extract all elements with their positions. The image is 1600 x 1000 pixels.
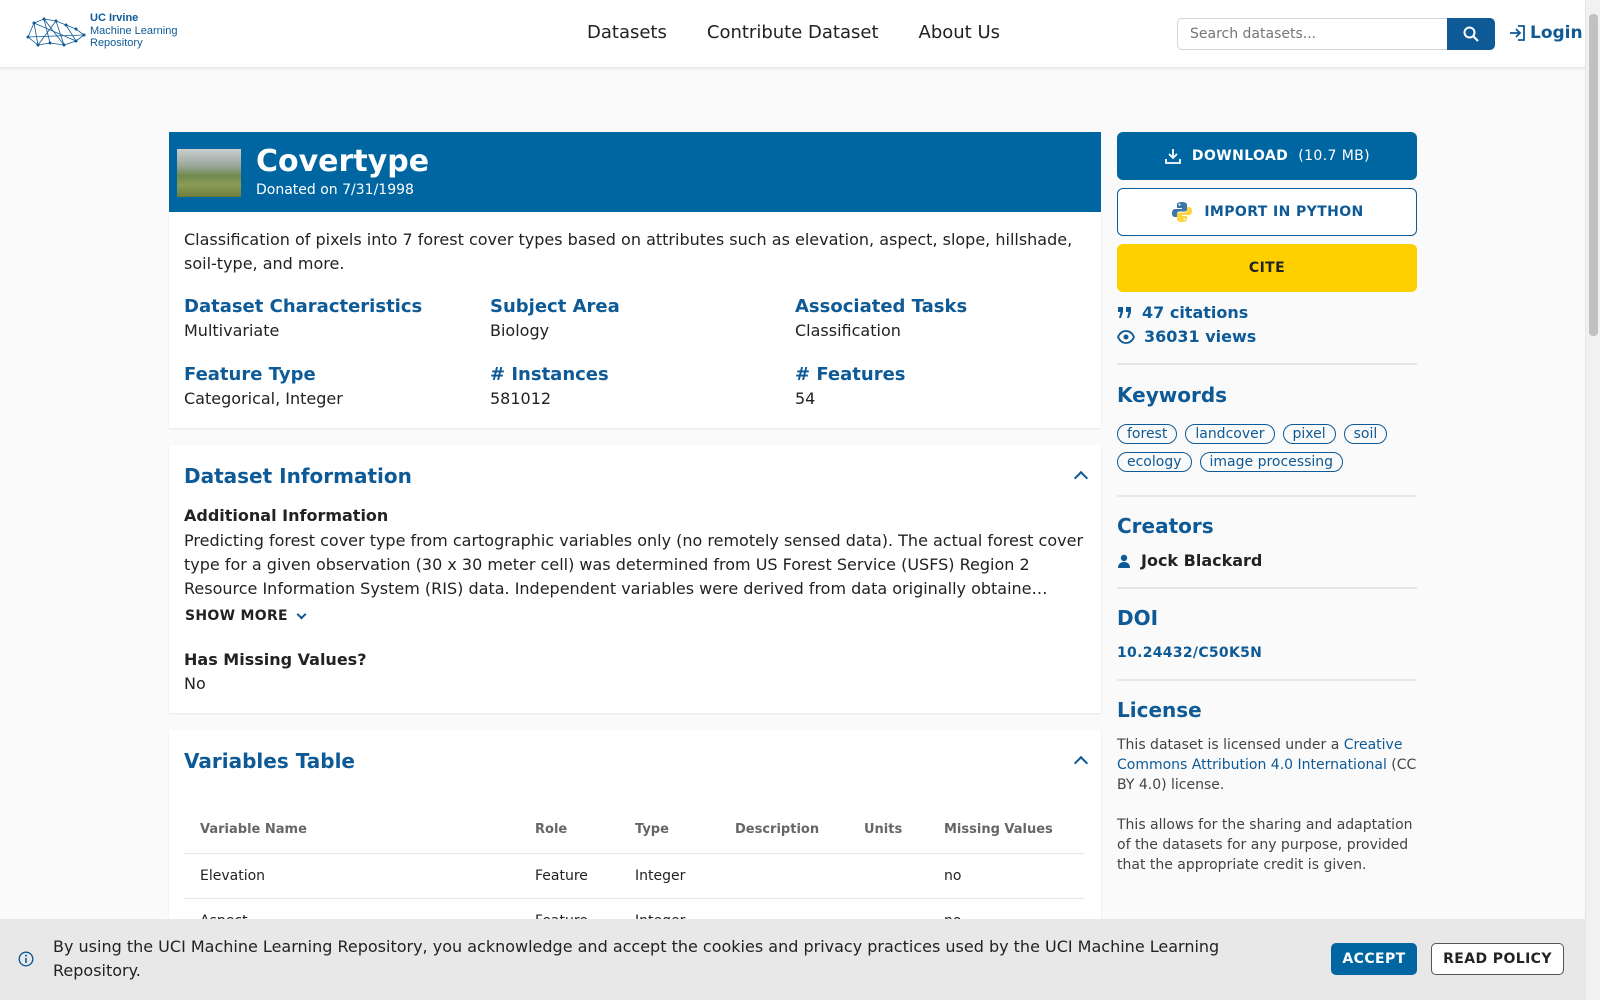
meta-key: # Instances — [490, 364, 609, 385]
meta-key: Feature Type — [184, 364, 316, 385]
sidebar-divider — [1117, 495, 1417, 497]
col-units[interactable]: Units — [848, 807, 928, 853]
read-policy-button[interactable]: READ POLICY — [1431, 943, 1564, 975]
col-role[interactable]: Role — [519, 807, 619, 853]
meta-value: Multivariate — [184, 321, 280, 340]
dataset-information-title[interactable]: Dataset Information — [184, 464, 412, 488]
logo-line-2: Machine Learning — [90, 24, 178, 37]
keyword-chip[interactable]: soil — [1344, 424, 1388, 444]
variables-table-card — [169, 730, 1101, 930]
license-post: (CC BY 4.0) license. — [1117, 757, 1417, 793]
meta-value: Categorical, Integer — [184, 389, 343, 408]
accept-button[interactable]: ACCEPT — [1331, 943, 1417, 975]
sidebar-divider — [1117, 363, 1417, 365]
meta-key: Subject Area — [490, 296, 620, 317]
show-more-label: SHOW MORE — [185, 608, 288, 624]
download-button[interactable] — [1117, 132, 1417, 180]
page-title: Covertype — [256, 144, 430, 179]
keyword-chip[interactable]: landcover — [1185, 424, 1274, 444]
chevron-up-icon[interactable] — [1074, 756, 1088, 770]
download-size: (10.7 MB) — [1298, 148, 1371, 164]
keyword-chip[interactable]: image processing — [1200, 452, 1344, 472]
creators-title: Creators — [1117, 514, 1214, 538]
download-label: DOWNLOAD — [1191, 148, 1289, 164]
citations-count: 47 citations — [1142, 303, 1249, 322]
meta-value: Biology — [490, 321, 550, 340]
page-scrollbar[interactable] — [1585, 0, 1600, 1000]
logo-network-icon — [24, 15, 86, 47]
cookie-banner — [0, 919, 1585, 1000]
doi-link[interactable]: 10.24432/C50K5N — [1117, 645, 1263, 661]
chevron-down-icon — [296, 609, 306, 619]
dataset-summary-card — [169, 212, 1101, 428]
cite-label: CITE — [1248, 260, 1286, 276]
info-icon — [18, 951, 34, 967]
search-button[interactable] — [1447, 18, 1495, 50]
scrollbar-thumb[interactable] — [1589, 14, 1598, 336]
search-input[interactable] — [1177, 18, 1447, 50]
additional-information-text: Predicting forest cover type from cartographic variables only (no remotely sensed data). The actual forest cover type for a given observation (30 x 30 meter cell) was determined from US Forest Service (USFS) Region 2 Resource Information System (RIS) data. Independent variables were derived from data originally obtaine… — [184, 531, 1084, 598]
col-type[interactable]: Type — [619, 807, 719, 853]
keyword-chip[interactable]: pixel — [1283, 424, 1336, 444]
cell-variable-name: Elevation — [184, 853, 519, 898]
cite-button[interactable] — [1117, 244, 1417, 292]
col-missing-values[interactable]: Missing Values — [928, 807, 1084, 853]
missing-values-value: No — [184, 674, 206, 693]
login-icon — [1507, 23, 1527, 43]
quote-icon — [1117, 306, 1133, 320]
dataset-information-card — [169, 445, 1101, 713]
search-icon — [1463, 26, 1479, 42]
user-icon — [1117, 554, 1131, 568]
meta-value: 54 — [795, 389, 816, 408]
eye-icon — [1117, 330, 1135, 344]
table-row — [184, 853, 1084, 898]
keyword-chip[interactable]: ecology — [1117, 452, 1192, 472]
python-icon — [1170, 200, 1194, 224]
views-count — [1117, 327, 1256, 346]
meta-key: Associated Tasks — [795, 296, 968, 317]
variables-table-title[interactable]: Variables Table — [184, 749, 355, 773]
license-note: This allows for the sharing and adaptation of the datasets for any purpose, provided that the appropriate credit is given. — [1117, 817, 1413, 873]
meta-instances — [490, 364, 609, 408]
dataset-title-bar — [169, 132, 1101, 212]
creator-name: Jock Blackard — [1141, 551, 1263, 570]
dataset-thumbnail — [177, 149, 241, 197]
keyword-chips — [1117, 424, 1417, 472]
col-description[interactable]: Description — [719, 807, 848, 853]
meta-value: Classification — [795, 321, 901, 340]
missing-values-label: Has Missing Values? — [184, 650, 367, 669]
sidebar-divider — [1117, 679, 1417, 681]
license-title: License — [1117, 698, 1202, 722]
chevron-up-icon[interactable] — [1074, 471, 1088, 485]
meta-key: # Features — [795, 364, 906, 385]
license-link[interactable]: Creative Commons Attribution 4.0 International — [1117, 737, 1403, 773]
creator-item — [1117, 551, 1262, 570]
import-label: IMPORT IN PYTHON — [1204, 204, 1364, 220]
license-text — [1117, 735, 1417, 795]
additional-information-label: Additional Information — [184, 506, 389, 525]
nav-datasets[interactable]: Datasets — [587, 22, 667, 43]
site-logo[interactable] — [24, 12, 177, 50]
cell-description — [719, 853, 848, 898]
logo-line-3: Repository — [90, 37, 143, 49]
donated-date: Donated on 7/31/1998 — [256, 182, 414, 198]
col-variable-name[interactable]: Variable Name — [184, 807, 519, 853]
download-icon — [1164, 147, 1182, 165]
login-button[interactable] — [1507, 23, 1583, 43]
meta-associated-tasks — [795, 296, 967, 340]
dataset-description: Classification of pixels into 7 forest cover types based on attributes such as elevation, aspect, slope, hillshade, soil-type, and more. — [184, 230, 1073, 273]
sidebar-divider — [1117, 587, 1417, 589]
meta-subject-area — [490, 296, 620, 340]
meta-feature-type — [184, 364, 343, 408]
top-header — [0, 0, 1585, 68]
cell-role: Feature — [519, 853, 619, 898]
keyword-chip[interactable]: forest — [1117, 424, 1177, 444]
cell-type: Integer — [619, 853, 719, 898]
logo-text — [90, 12, 177, 50]
logo-line-1: UC Irvine — [90, 12, 139, 24]
meta-features — [795, 364, 906, 408]
main-nav — [587, 22, 1000, 43]
meta-dataset-characteristics — [184, 296, 422, 340]
cell-units — [848, 853, 928, 898]
nav-contribute-dataset[interactable]: Contribute Dataset — [706, 22, 879, 43]
citations-link[interactable] — [1117, 303, 1248, 322]
login-label: Login — [1530, 23, 1583, 43]
license-pre: This dataset is licensed under a — [1117, 737, 1344, 753]
cell-missing-values: no — [928, 853, 1084, 898]
views-label: 36031 views — [1144, 327, 1257, 346]
nav-about-us[interactable]: About Us — [918, 22, 1000, 43]
import-in-python-button[interactable] — [1117, 188, 1417, 236]
meta-key: Dataset Characteristics — [184, 296, 423, 317]
meta-value: 581012 — [490, 389, 552, 408]
table-header-row — [184, 807, 1084, 853]
doi-title: DOI — [1117, 606, 1159, 630]
cookie-message: By using the UCI Machine Learning Repository, you acknowledge and accept the cookies and privacy practices used by the UCI Machine Learning Repository. — [53, 937, 1220, 980]
show-more-button[interactable] — [185, 608, 305, 624]
keywords-title: Keywords — [1117, 383, 1228, 407]
